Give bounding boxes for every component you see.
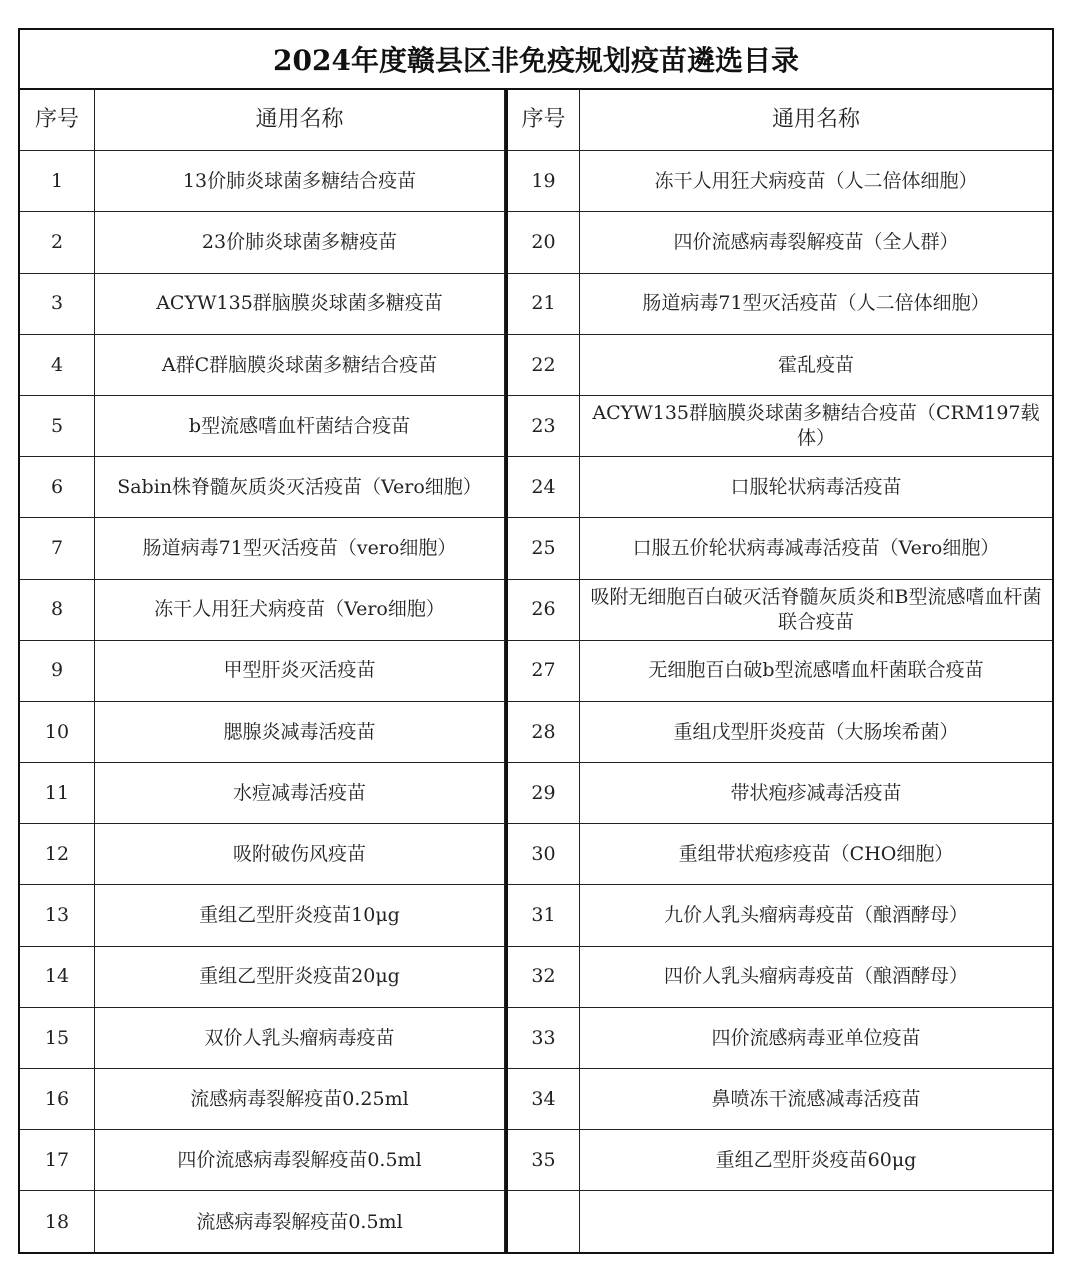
row-seq-left: 17 xyxy=(20,1130,95,1191)
row-seq-left: 14 xyxy=(20,947,95,1008)
row-seq-left: 13 xyxy=(20,885,95,946)
row-vaccine-name-right: 吸附无细胞百白破灭活脊髓灰质炎和B型流感嗜血杆菌联合疫苗 xyxy=(580,580,1052,641)
row-seq-left: 16 xyxy=(20,1069,95,1130)
header-name-left: 通用名称 xyxy=(95,90,505,151)
row-vaccine-name-right: 鼻喷冻干流感减毒活疫苗 xyxy=(580,1069,1052,1130)
row-seq-right xyxy=(505,1191,580,1252)
row-vaccine-name-right: 四价流感病毒亚单位疫苗 xyxy=(580,1008,1052,1069)
row-seq-left: 12 xyxy=(20,824,95,885)
row-vaccine-name-left: 重组乙型肝炎疫苗20μg xyxy=(95,947,505,1008)
row-vaccine-name-left: 冻干人用狂犬病疫苗（Vero细胞） xyxy=(95,580,505,641)
row-vaccine-name-right: 重组乙型肝炎疫苗60μg xyxy=(580,1130,1052,1191)
row-vaccine-name-right: 口服五价轮状病毒减毒活疫苗（Vero细胞） xyxy=(580,518,1052,579)
row-vaccine-name-left: 23价肺炎球菌多糖疫苗 xyxy=(95,212,505,273)
row-vaccine-name-left: 吸附破伤风疫苗 xyxy=(95,824,505,885)
row-seq-right: 27 xyxy=(505,641,580,702)
row-vaccine-name-left: 重组乙型肝炎疫苗10μg xyxy=(95,885,505,946)
row-vaccine-name-right: ACYW135群脑膜炎球菌多糖结合疫苗（CRM197载体） xyxy=(580,396,1052,457)
row-seq-right: 19 xyxy=(505,151,580,212)
row-seq-right: 23 xyxy=(505,396,580,457)
row-seq-left: 15 xyxy=(20,1008,95,1069)
row-vaccine-name-left: 四价流感病毒裂解疫苗0.5ml xyxy=(95,1130,505,1191)
row-vaccine-name-right: 肠道病毒71型灭活疫苗（人二倍体细胞） xyxy=(580,274,1052,335)
row-seq-right: 21 xyxy=(505,274,580,335)
row-vaccine-name-right: 无细胞百白破b型流感嗜血杆菌联合疫苗 xyxy=(580,641,1052,702)
table-grid xyxy=(20,90,1052,1253)
row-seq-right: 30 xyxy=(505,824,580,885)
row-vaccine-name-left: b型流感嗜血杆菌结合疫苗 xyxy=(95,396,505,457)
row-vaccine-name-right xyxy=(580,1191,1052,1252)
row-seq-left: 2 xyxy=(20,212,95,273)
row-vaccine-name-right: 冻干人用狂犬病疫苗（人二倍体细胞） xyxy=(580,151,1052,212)
row-vaccine-name-left: 肠道病毒71型灭活疫苗（vero细胞） xyxy=(95,518,505,579)
row-vaccine-name-left: 13价肺炎球菌多糖结合疫苗 xyxy=(95,151,505,212)
header-name-right: 通用名称 xyxy=(580,90,1052,151)
row-vaccine-name-left: 双价人乳头瘤病毒疫苗 xyxy=(95,1008,505,1069)
row-vaccine-name-left: 腮腺炎减毒活疫苗 xyxy=(95,702,505,763)
row-vaccine-name-right: 带状疱疹减毒活疫苗 xyxy=(580,763,1052,824)
row-vaccine-name-left: ACYW135群脑膜炎球菌多糖疫苗 xyxy=(95,274,505,335)
row-seq-right: 26 xyxy=(505,580,580,641)
row-seq-left: 6 xyxy=(20,457,95,518)
row-seq-right: 22 xyxy=(505,335,580,396)
header-seq-right: 序号 xyxy=(505,90,580,151)
row-seq-left: 5 xyxy=(20,396,95,457)
header-seq-left: 序号 xyxy=(20,90,95,151)
row-seq-right: 28 xyxy=(505,702,580,763)
row-seq-right: 34 xyxy=(505,1069,580,1130)
row-seq-left: 10 xyxy=(20,702,95,763)
row-seq-left: 18 xyxy=(20,1191,95,1252)
row-seq-left: 8 xyxy=(20,580,95,641)
row-seq-right: 31 xyxy=(505,885,580,946)
row-seq-right: 24 xyxy=(505,457,580,518)
row-vaccine-name-right: 四价流感病毒裂解疫苗（全人群） xyxy=(580,212,1052,273)
row-vaccine-name-left: 流感病毒裂解疫苗0.5ml xyxy=(95,1191,505,1252)
row-seq-left: 3 xyxy=(20,274,95,335)
row-vaccine-name-right: 口服轮状病毒活疫苗 xyxy=(580,457,1052,518)
row-vaccine-name-left: 水痘减毒活疫苗 xyxy=(95,763,505,824)
row-vaccine-name-right: 四价人乳头瘤病毒疫苗（酿酒酵母） xyxy=(580,947,1052,1008)
row-vaccine-name-right: 重组戊型肝炎疫苗（大肠埃希菌） xyxy=(580,702,1052,763)
row-vaccine-name-left: 流感病毒裂解疫苗0.25ml xyxy=(95,1069,505,1130)
row-seq-left: 4 xyxy=(20,335,95,396)
row-vaccine-name-left: 甲型肝炎灭活疫苗 xyxy=(95,641,505,702)
row-vaccine-name-right: 重组带状疱疹疫苗（CHO细胞） xyxy=(580,824,1052,885)
row-seq-right: 32 xyxy=(505,947,580,1008)
row-vaccine-name-left: Sabin株脊髓灰质炎灭活疫苗（Vero细胞） xyxy=(95,457,505,518)
row-vaccine-name-right: 九价人乳头瘤病毒疫苗（酿酒酵母） xyxy=(580,885,1052,946)
vaccine-catalog-table xyxy=(18,28,1054,1254)
row-vaccine-name-left: A群C群脑膜炎球菌多糖结合疫苗 xyxy=(95,335,505,396)
row-seq-left: 1 xyxy=(20,151,95,212)
row-seq-right: 29 xyxy=(505,763,580,824)
table-title: 2024年度赣县区非免疫规划疫苗遴选目录 xyxy=(20,30,1052,90)
row-seq-left: 7 xyxy=(20,518,95,579)
row-vaccine-name-right: 霍乱疫苗 xyxy=(580,335,1052,396)
row-seq-right: 35 xyxy=(505,1130,580,1191)
row-seq-left: 9 xyxy=(20,641,95,702)
row-seq-right: 20 xyxy=(505,212,580,273)
row-seq-left: 11 xyxy=(20,763,95,824)
row-seq-right: 33 xyxy=(505,1008,580,1069)
row-seq-right: 25 xyxy=(505,518,580,579)
